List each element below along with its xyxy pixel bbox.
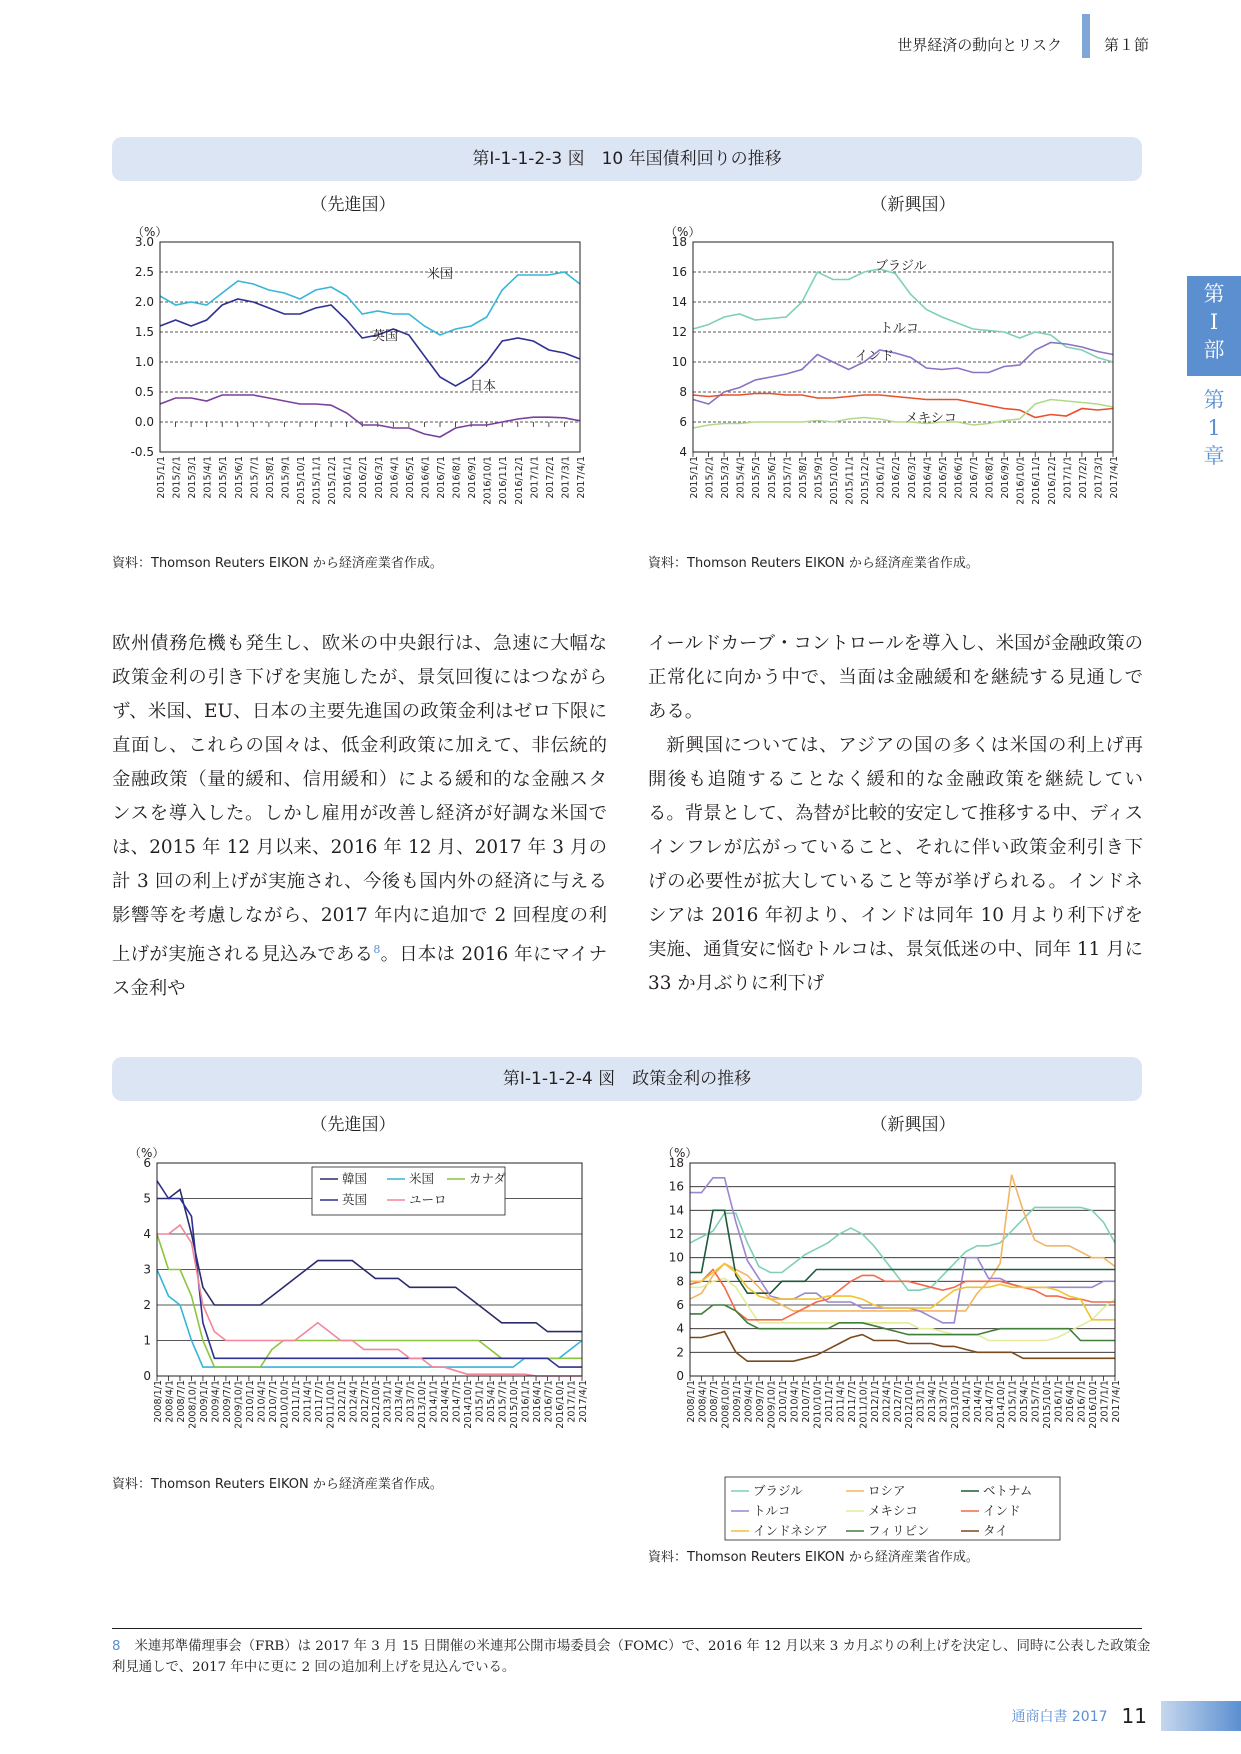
x-tick-label: 2014/1/1 (428, 1380, 440, 1423)
x-tick-label: 2014/1/1 (961, 1380, 973, 1423)
x-tick-label: 2016/4/1 (389, 456, 401, 499)
x-tick-label: 2009/4/1 (210, 1380, 222, 1423)
x-tick-label: 2013/4/1 (394, 1380, 406, 1423)
plot-frame (160, 242, 580, 452)
figure4-title: 第Ⅰ-1-1-2-4 図 政策金利の推移 (112, 1057, 1142, 1101)
y-tick-label: 14 (671, 295, 687, 309)
series-line (690, 1175, 1115, 1311)
x-tick-label: 2010/4/1 (789, 1380, 801, 1423)
figure3-title: 第Ⅰ-1-1-2-3 図 10 年国債利回りの推移 (112, 137, 1142, 181)
legend-label: ユーロ (409, 1192, 447, 1207)
series-line (690, 1270, 1115, 1320)
x-tick-label: 2015/8/1 (797, 456, 809, 499)
x-tick-label: 2009/7/1 (754, 1380, 766, 1423)
x-tick-label: 2017/4/1 (1111, 1380, 1122, 1423)
x-tick-label: 2009/4/1 (743, 1380, 755, 1423)
x-tick-label: 2015/2/1 (704, 456, 716, 499)
x-tick-label: 2015/7/1 (782, 456, 794, 499)
y-tick-label: 4 (143, 1227, 151, 1241)
series-line (690, 1207, 1115, 1290)
x-tick-label: 2011/10/1 (325, 1380, 337, 1429)
y-tick-label: 4 (679, 445, 687, 459)
body-left-tail: 。日本は 2016 年にマイナス金利や (112, 944, 607, 1000)
x-tick-label: 2008/10/1 (187, 1380, 199, 1429)
x-tick-label: 2017/3/1 (1093, 456, 1105, 499)
figure4-source-right: 資料：Thomson Reuters EIKON から経済産業省作成。 (648, 1550, 979, 1565)
x-tick-label: 2016/1/1 (875, 456, 887, 499)
x-tick-label: 2008/7/1 (175, 1380, 187, 1423)
x-tick-label: 2015/6/1 (233, 456, 245, 499)
y-axis-unit: （%） (662, 1146, 698, 1160)
x-tick-label: 2016/10/1 (555, 1380, 567, 1429)
series-line (157, 1270, 582, 1368)
x-tick-label: 2016/11/1 (1031, 456, 1043, 505)
y-tick-label: 3 (143, 1262, 151, 1277)
x-tick-label: 2011/7/1 (846, 1380, 858, 1423)
x-tick-label: 2016/10/1 (482, 456, 494, 505)
x-tick-label: 2016/11/1 (498, 456, 510, 505)
x-tick-label: 2012/10/1 (371, 1380, 383, 1429)
body-right-column (648, 627, 1143, 1001)
series-annotation: インド (855, 349, 895, 364)
x-tick-label: 2014/4/1 (973, 1380, 985, 1423)
series-annotation: トルコ (880, 321, 920, 336)
x-tick-label: 2016/7/1 (1076, 1380, 1088, 1423)
x-tick-label: 2016/12/1 (513, 456, 525, 505)
x-tick-label: 2015/4/1 (486, 1380, 498, 1423)
legend-label: 韓国 (342, 1171, 368, 1186)
y-tick-label: 0.0 (134, 415, 154, 429)
x-tick-label: 2016/3/1 (906, 456, 918, 499)
legend-label: フィリピン (868, 1523, 930, 1538)
x-tick-label: 2010/1/1 (244, 1380, 256, 1423)
x-tick-label: 2016/5/1 (937, 456, 949, 499)
y-tick-label: 2 (143, 1298, 151, 1312)
x-tick-label: 2017/3/1 (560, 456, 572, 499)
x-tick-label: 2017/2/1 (1077, 456, 1089, 499)
y-tick-label: 12 (671, 325, 687, 339)
x-tick-label: 2016/7/1 (436, 456, 447, 499)
x-tick-label: 2015/4/1 (1019, 1380, 1031, 1423)
x-tick-label: 2015/3/1 (187, 456, 199, 499)
chart-bond-emerging (645, 222, 1125, 552)
footnote-ref[interactable]: 8 (373, 943, 381, 956)
x-tick-label: 2015/7/1 (1030, 1380, 1042, 1423)
y-tick-label: 8 (676, 1274, 684, 1289)
x-tick-label: 2011/7/1 (313, 1380, 325, 1423)
series-annotation: 米国 (427, 267, 454, 282)
x-tick-label: 2016/6/1 (420, 456, 432, 499)
figure4-source-left: 資料：Thomson Reuters EIKON から経済産業省作成。 (112, 1477, 443, 1492)
figure4-left-subtitle: （先進国） (310, 1115, 396, 1135)
x-tick-label: 2015/9/1 (280, 456, 292, 499)
x-tick-label: 2015/10/1 (296, 456, 307, 505)
x-tick-label: 2017/1/1 (566, 1380, 578, 1423)
x-tick-label: 2017/1/1 (529, 456, 541, 499)
x-tick-label: 2015/2/1 (171, 456, 183, 499)
x-tick-label: 2016/4/1 (922, 456, 934, 499)
figure3-left-subtitle: （先進国） (310, 195, 396, 215)
figure3-right-subtitle: （新興国） (870, 195, 956, 215)
x-tick-label: 2015/10/1 (1042, 1380, 1054, 1429)
x-tick-label: 2017/4/1 (1109, 456, 1120, 499)
x-tick-label: 2014/7/1 (451, 1380, 463, 1423)
series-line (157, 1234, 582, 1367)
x-tick-label: 2010/4/1 (256, 1380, 268, 1423)
x-tick-label: 2011/10/1 (858, 1380, 870, 1429)
series-annotation: 英国 (372, 329, 399, 344)
x-tick-label: 2015/5/1 (751, 456, 763, 499)
chapter-tab[interactable] (1187, 382, 1241, 494)
legend-label: ロシア (868, 1483, 906, 1498)
x-tick-label: 2016/4/1 (1065, 1380, 1077, 1423)
x-tick-label: 2016/6/1 (953, 456, 965, 499)
x-tick-label: 2011/4/1 (835, 1380, 847, 1423)
legend-label: ベトナム (983, 1483, 1033, 1498)
x-tick-label: 2013/10/1 (950, 1380, 962, 1429)
page-number: 11 (1121, 1704, 1147, 1728)
header-accent-bar (1082, 14, 1090, 58)
x-tick-label: 2011/1/1 (823, 1380, 835, 1423)
x-tick-label: 2015/10/1 (829, 456, 840, 505)
y-tick-label: 12 (668, 1227, 684, 1241)
legend-label: ブラジル (753, 1483, 803, 1498)
x-tick-label: 2013/7/1 (938, 1380, 950, 1423)
x-tick-label: 2009/1/1 (731, 1380, 743, 1423)
x-tick-label: 2015/9/1 (813, 456, 825, 499)
figure3-source-right: 資料：Thomson Reuters EIKON から経済産業省作成。 (648, 556, 979, 571)
x-tick-label: 2008/7/1 (708, 1380, 720, 1423)
x-tick-label: 2015/1/1 (474, 1380, 486, 1423)
y-axis-unit: （%） (132, 225, 168, 239)
x-tick-label: 2010/1/1 (777, 1380, 789, 1423)
x-tick-label: 2013/4/1 (927, 1380, 939, 1423)
y-tick-label: 10 (668, 1250, 684, 1265)
y-tick-label: 1 (143, 1333, 151, 1348)
x-tick-label: 2015/12/1 (860, 456, 872, 505)
x-tick-label: 2015/8/1 (264, 456, 276, 499)
y-tick-label: 10 (671, 355, 687, 369)
series-annotation: ブラジル (875, 259, 927, 274)
x-tick-label: 2012/1/1 (336, 1380, 348, 1423)
footnote (112, 1636, 1152, 1678)
y-tick-label: 4 (676, 1321, 684, 1336)
legend-label: インドネシア (753, 1523, 828, 1538)
x-tick-label: 2012/7/1 (892, 1380, 904, 1423)
y-tick-label: 2.0 (134, 295, 154, 309)
x-tick-label: 2016/2/1 (358, 456, 370, 499)
x-tick-label: 2014/10/1 (463, 1380, 475, 1429)
y-tick-label: 0 (676, 1369, 684, 1383)
legend-label: インド (983, 1503, 1021, 1518)
y-tick-label: 5 (143, 1191, 151, 1206)
series-line (157, 1225, 582, 1376)
y-tick-label: 2 (676, 1345, 684, 1360)
series-line (160, 395, 580, 437)
chapter-tab-char: 1 (1207, 416, 1221, 440)
x-tick-label: 2011/4/1 (302, 1380, 314, 1423)
footnote-number: 8 (112, 1639, 121, 1654)
chart-policy-advanced (112, 1143, 592, 1473)
y-axis-unit: （%） (665, 225, 701, 239)
x-tick-label: 2008/4/1 (697, 1380, 709, 1423)
page-footer (1011, 1700, 1241, 1732)
legend-label: トルコ (753, 1503, 791, 1518)
series-line (160, 272, 580, 335)
x-tick-label: 2009/10/1 (233, 1380, 245, 1429)
x-tick-label: 2016/8/1 (451, 456, 463, 499)
footnote-text: 米連邦準備理事会（FRB）は 2017 年 3 月 15 日開催の米連邦公開市場委員会（FOMC）で、2016 年 12 月以来 3 カ月ぶりの利上げを決定し、同時に公表した政策金利見通しで、2017 年中に更に 2 回の追加利上げを見込んでいる。 (112, 1639, 1151, 1675)
x-tick-label: 2015/7/1 (249, 456, 261, 499)
x-tick-label: 2015/11/1 (311, 456, 323, 505)
x-tick-label: 2008/1/1 (153, 1380, 164, 1423)
x-tick-label: 2015/4/1 (735, 456, 747, 499)
x-tick-label: 2010/10/1 (812, 1380, 824, 1429)
series-line (693, 400, 1113, 429)
x-tick-label: 2010/7/1 (800, 1380, 812, 1423)
x-tick-label: 2015/3/1 (720, 456, 732, 499)
x-tick-label: 2016/7/1 (543, 1380, 555, 1423)
x-tick-label: 2016/4/1 (532, 1380, 544, 1423)
footer-book-title: 通商白書 2017 (1011, 1709, 1108, 1725)
y-tick-label: 18 (668, 1156, 684, 1170)
x-tick-label: 2015/10/1 (509, 1380, 521, 1429)
y-tick-label: 3.0 (134, 235, 154, 249)
x-tick-label: 2010/10/1 (279, 1380, 291, 1429)
x-tick-label: 2015/6/1 (766, 456, 778, 499)
x-tick-label: 2015/7/1 (497, 1380, 509, 1423)
x-tick-label: 2008/10/1 (720, 1380, 732, 1429)
legend-label: 米国 (409, 1171, 435, 1186)
x-tick-label: 2012/7/1 (359, 1380, 371, 1423)
part-tab-char: Ⅰ (1209, 310, 1219, 334)
series-annotation: 日本 (470, 379, 497, 394)
x-tick-label: 2009/1/1 (198, 1380, 210, 1423)
x-tick-label: 2017/1/1 (1099, 1380, 1111, 1423)
x-tick-label: 2012/4/1 (881, 1380, 893, 1423)
x-tick-label: 2017/1/1 (1062, 456, 1074, 499)
x-tick-label: 2016/7/1 (969, 456, 980, 499)
x-tick-label: 2010/7/1 (267, 1380, 279, 1423)
y-axis-unit: （%） (129, 1146, 165, 1160)
part-tab[interactable] (1187, 276, 1241, 376)
y-tick-label: -0.5 (130, 445, 154, 459)
page-header (897, 30, 1241, 58)
x-tick-label: 2011/1/1 (290, 1380, 302, 1423)
chart-policy-emerging (645, 1143, 1125, 1543)
legend-label: タイ (983, 1523, 1008, 1538)
series-line (690, 1178, 1115, 1323)
x-tick-label: 2015/12/1 (327, 456, 339, 505)
series-line (693, 343, 1113, 405)
chart-bond-advanced (112, 222, 592, 552)
x-tick-label: 2012/10/1 (904, 1380, 916, 1429)
x-tick-label: 2016/1/1 (342, 456, 354, 499)
x-tick-label: 2014/7/1 (984, 1380, 996, 1423)
x-tick-label: 2016/3/1 (373, 456, 385, 499)
x-tick-label: 2008/4/1 (164, 1380, 176, 1423)
series-annotation: メキシコ (905, 411, 957, 426)
y-tick-label: 14 (668, 1203, 684, 1218)
x-tick-label: 2015/1/1 (156, 456, 167, 499)
part-tab-char: 第 (1203, 282, 1225, 306)
y-tick-label: 16 (671, 265, 687, 279)
x-tick-label: 2013/10/1 (417, 1380, 429, 1429)
series-line (693, 269, 1113, 362)
x-tick-label: 2015/11/1 (844, 456, 856, 505)
legend-label: メキシコ (868, 1503, 918, 1518)
header-title: 世界経済の動向とリスク (897, 35, 1062, 54)
y-tick-label: 8 (679, 385, 687, 399)
x-tick-label: 2013/1/1 (915, 1380, 927, 1423)
figure3-source-left: 資料：Thomson Reuters EIKON から経済産業省作成。 (112, 556, 443, 571)
body-right-paragraph-2: 新興国については、アジアの国の多くは米国の利上げ再開後も追随することなく緩和的な金融政策を継続している。背景として、為替が比較的安定して推移する中、ディスインフレが広がっていること、それに伴い政策金利引き下げの必要性が拡大していること等が挙げられる。インドネシアは 2016 年初より、インドは同年 10 月より利下げを実施、通貨安に悩むトルコは、景気低迷の中、同年 11 月に 33 か月ぶりに利下げ (648, 735, 1143, 994)
y-tick-label: 16 (668, 1179, 684, 1194)
x-tick-label: 2016/10/1 (1088, 1380, 1100, 1429)
x-tick-label: 2009/10/1 (766, 1380, 778, 1429)
y-tick-label: 0 (143, 1369, 151, 1383)
x-tick-label: 2014/4/1 (440, 1380, 452, 1423)
y-tick-label: 2.5 (134, 265, 154, 279)
legend-label: カナダ (469, 1171, 506, 1186)
y-tick-label: 6 (679, 415, 687, 429)
header-section: 第１節 (1103, 35, 1149, 54)
x-tick-label: 2015/1/1 (1007, 1380, 1019, 1423)
y-tick-label: 1.0 (134, 355, 154, 369)
y-tick-label: 18 (671, 235, 687, 249)
y-tick-label: 6 (676, 1298, 684, 1312)
y-tick-label: 1.5 (134, 325, 154, 339)
x-tick-label: 2016/9/1 (467, 456, 479, 499)
x-tick-label: 2008/1/1 (686, 1380, 697, 1423)
series-line (690, 1332, 1115, 1362)
legend-label: 英国 (342, 1192, 368, 1207)
body-right-paragraph-1: イールドカーブ・コントロールを導入し、米国が金融政策の正常化に向かう中で、当面は金融緩和を継続する見通しである。 (648, 633, 1143, 722)
x-tick-label: 2017/4/1 (578, 1380, 589, 1423)
x-tick-label: 2009/7/1 (221, 1380, 233, 1423)
x-tick-label: 2016/9/1 (1000, 456, 1012, 499)
x-tick-label: 2013/7/1 (405, 1380, 417, 1423)
figure4-right-subtitle: （新興国） (870, 1115, 956, 1135)
x-tick-label: 2012/1/1 (869, 1380, 881, 1423)
x-tick-label: 2016/5/1 (404, 456, 416, 499)
x-tick-label: 2016/8/1 (984, 456, 996, 499)
x-tick-label: 2015/1/1 (689, 456, 700, 499)
body-left-text: 欧州債務危機も発生し、欧米の中央銀行は、急速に大幅な政策金利の引き下げを実施したが、景気回復にはつながらず、米国、EU、日本の主要先進国の政策金利はゼロ下限に直面し、これらの国々は、低金利政策に加えて、非伝統的金融政策（量的緩和、信用緩和）による緩和的な金融スタンスを導入した。しかし雇用が改善し経済が好調な米国では、2015 年 12 月以来、2016 年 12 月、2017 年 3 月の計 3 回の利上げが実施され、今後も国内外の経済に与える影響等を考慮しながら、2017 年内に追加で 2 回程度の利上げが実施される見込みである (112, 633, 607, 966)
chapter-tab-char: 章 (1203, 444, 1225, 468)
x-tick-label: 2013/1/1 (382, 1380, 394, 1423)
y-tick-label: 0.5 (134, 385, 154, 399)
footnote-rule (112, 1628, 1142, 1629)
y-tick-label: 6 (143, 1156, 151, 1170)
x-tick-label: 2015/4/1 (202, 456, 214, 499)
x-tick-label: 2012/4/1 (348, 1380, 360, 1423)
series-line (693, 394, 1113, 418)
chapter-tab-char: 第 (1203, 388, 1225, 412)
x-tick-label: 2016/1/1 (520, 1380, 532, 1423)
x-tick-label: 2017/2/1 (544, 456, 556, 499)
body-left-column (112, 627, 607, 1006)
x-tick-label: 2015/5/1 (218, 456, 230, 499)
x-tick-label: 2016/10/1 (1015, 456, 1027, 505)
x-tick-label: 2016/2/1 (891, 456, 903, 499)
x-tick-label: 2017/4/1 (576, 456, 587, 499)
x-tick-label: 2016/1/1 (1053, 1380, 1065, 1423)
x-tick-label: 2014/10/1 (996, 1380, 1008, 1429)
footer-accent-block (1161, 1701, 1241, 1731)
x-tick-label: 2016/12/1 (1046, 456, 1058, 505)
part-tab-char: 部 (1203, 338, 1225, 362)
